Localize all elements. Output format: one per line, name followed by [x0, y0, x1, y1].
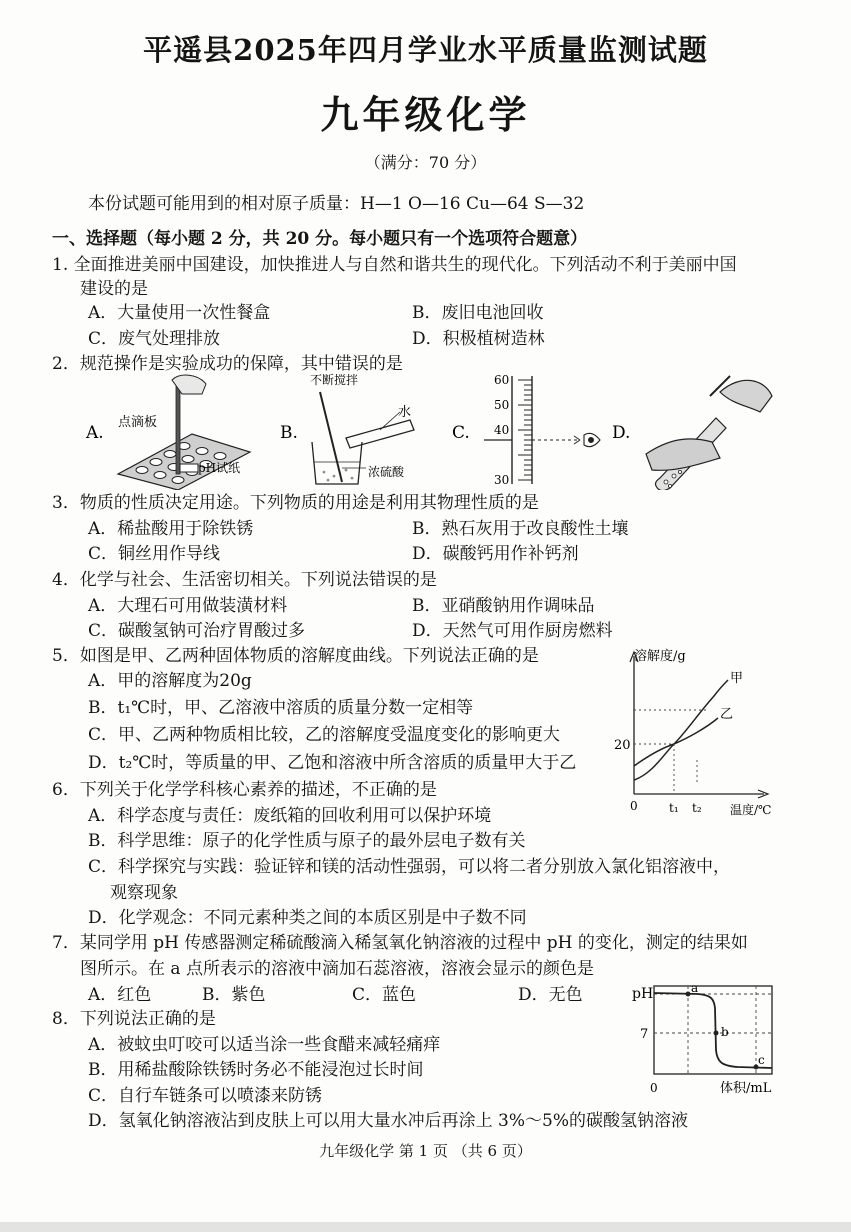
ph-point-b: b: [721, 1025, 729, 1039]
ph-origin-label: 0: [650, 1081, 658, 1095]
q7-option-c: C．蓝色: [352, 985, 417, 1005]
q3-option-d: D．碳酸钙用作补钙剂: [412, 544, 579, 564]
q6-option-c-line1: C．科学探究与实践：验证锌和镁的活动性强弱，可以将二者分别放入氯化铝溶液中，: [88, 857, 731, 877]
q1-option-b: B．废旧电池回收: [412, 303, 544, 323]
series-label-yi: 乙: [720, 707, 734, 722]
ph-point-a: a: [691, 981, 699, 995]
q5-option-b: B．t₁℃时，甲、乙溶液中溶质的质量分数一定相等: [88, 698, 474, 718]
q4-option-d: D．天然气可用作厨房燃料: [412, 621, 613, 641]
q7-option-b: B．紫色: [202, 985, 266, 1005]
q6-option-a: A．科学态度与责任：废纸箱的回收利用可以保护环境: [88, 806, 492, 826]
q3-option-a: A．稀盐酸用于除铁锈: [88, 519, 254, 539]
q4-option-b: B．亚硝酸钠用作调味品: [412, 596, 595, 616]
q2-cyl-50: 50: [494, 398, 510, 412]
q3-option-c: C．铜丝用作导线: [88, 544, 221, 564]
subject-title: 九年级化学: [320, 92, 531, 137]
atomic-masses: 本份试题可能用到的相对原子质量：H—1 O—16 Cu—64 S—32: [88, 194, 585, 214]
curve-jia: [634, 680, 728, 780]
q8-stem: 8．下列说法正确的是: [52, 1009, 216, 1029]
y-tick-20: 20: [614, 738, 631, 753]
q2-apparatus-figures: [80, 372, 780, 490]
q7-stem-line1: 7．某同学用 pH 传感器测定稀硫酸滴入稀氢氧化钠溶液的过程中 pH 的变化，测定的结果如: [52, 933, 748, 953]
page-footer: 九年级化学 第 1 页 （共 6 页）: [319, 1142, 532, 1160]
test-tube-figure: [646, 376, 772, 490]
q1-option-d: D．积极植树造林: [412, 329, 545, 349]
ph-curve: [654, 993, 772, 1068]
q8-option-c: C．自行车链条可以喷漆来防锈: [88, 1086, 323, 1106]
q1-option-a: A．大量使用一次性餐盒: [88, 303, 271, 323]
ph-x-axis-label: 体积/mL: [720, 1081, 772, 1096]
q2-label-acid: 浓硫酸: [368, 465, 405, 479]
section-heading: 一、选择题（每小题 2 分，共 20 分。每小题只有一个选项符合题意）: [52, 229, 588, 249]
y-axis-label: 溶解度/g: [634, 649, 686, 664]
q2-cyl-30: 30: [494, 473, 510, 487]
origin-label: 0: [630, 799, 638, 813]
q2-cyl-40: 40: [494, 423, 510, 437]
q2-cyl-60: 60: [494, 373, 510, 387]
q4-stem: 4．化学与社会、生活密切相关。下列说法错误的是: [52, 570, 437, 590]
ph-point-c: c: [758, 1053, 765, 1067]
bottom-scan-edge: [0, 1222, 851, 1232]
q3-stem: 3．物质的性质决定用途。下列物质的用途是利用其物理性质的是: [52, 493, 539, 513]
q2-b-letter: B.: [280, 423, 298, 443]
q4-option-c: C．碳酸氢钠可治疗胃酸过多: [88, 621, 306, 641]
q8-option-a: A．被蚊虫叮咬可以适当涂一些食醋来减轻痛痒: [88, 1035, 441, 1055]
q2-label-ph-paper: pH试纸: [198, 461, 241, 475]
q1-option-c: C．废气处理排放: [88, 329, 221, 349]
ph-y-axis-label: pH: [632, 986, 654, 1002]
exam-title: 平遥县2025年四月学业水平质量监测试题: [143, 33, 708, 67]
series-label-jia: 甲: [730, 671, 744, 686]
q6-stem: 6．下列关于化学学科核心素养的描述，不正确的是: [52, 780, 437, 800]
q7-option-d: D．无色: [518, 985, 583, 1005]
q3-option-b: B．熟石灰用于改良酸性土壤: [412, 519, 629, 539]
x-axis-label: 温度/℃: [730, 803, 772, 817]
q2-label-water: 水: [398, 405, 412, 420]
q2-stem: 2．规范操作是实验成功的保障，其中错误的是: [52, 354, 403, 374]
q8-option-d: D．氢氧化钠溶液沾到皮肤上可以用大量水冲后再涂上 3%～5%的碳酸氢钠溶液: [88, 1111, 688, 1131]
q5-option-d: D．t₂℃时，等质量的甲、乙饱和溶液中所含溶质的质量甲大于乙: [88, 753, 577, 773]
q5-option-a: A．甲的溶解度为20g: [88, 671, 252, 691]
q1-stem-line2: 建设的是: [80, 279, 148, 299]
solubility-curve-figure: [612, 642, 792, 820]
q6-option-c-line2: 观察现象: [110, 883, 178, 903]
q6-option-d: D．化学观念：不同元素种类之间的本质区别是中子数不同: [88, 908, 527, 928]
q2-c-letter: C.: [452, 423, 470, 443]
q6-option-b: B．科学思维：原子的化学性质与原子的最外层电子数有关: [88, 831, 526, 851]
q2-label-plate: 点滴板: [118, 415, 158, 430]
q7-option-a: A．红色: [88, 985, 152, 1005]
q1-stem-line1: 1. 全面推进美丽中国建设，加快推进人与自然和谐共生的现代化。下列活动不利于美丽中国: [52, 255, 737, 275]
x-tick-t2: t₂: [692, 801, 702, 815]
q2-d-letter: D.: [612, 423, 631, 443]
ph-y-tick-7: 7: [640, 1027, 649, 1042]
q2-label-stir: 不断搅拌: [310, 373, 359, 387]
q5-stem: 5．如图是甲、乙两种固体物质的溶解度曲线。下列说法正确的是: [52, 646, 539, 666]
ph-curve-figure: [628, 978, 788, 1100]
q8-option-b: B．用稀盐酸除铁锈时务必不能浸泡过长时间: [88, 1060, 424, 1080]
q7-stem-line2: 图所示。在 a 点所表示的溶液中滴加石蕊溶液，溶液会显示的颜色是: [80, 959, 594, 979]
x-tick-t1: t₁: [669, 801, 679, 815]
full-score: （满分：70 分）: [364, 153, 487, 172]
q4-option-a: A．大理石可用做装潢材料: [88, 596, 288, 616]
q2-a-letter: A.: [86, 423, 104, 443]
q5-option-c: C．甲、乙两种物质相比较，乙的溶解度受温度变化的影响更大: [88, 725, 561, 745]
